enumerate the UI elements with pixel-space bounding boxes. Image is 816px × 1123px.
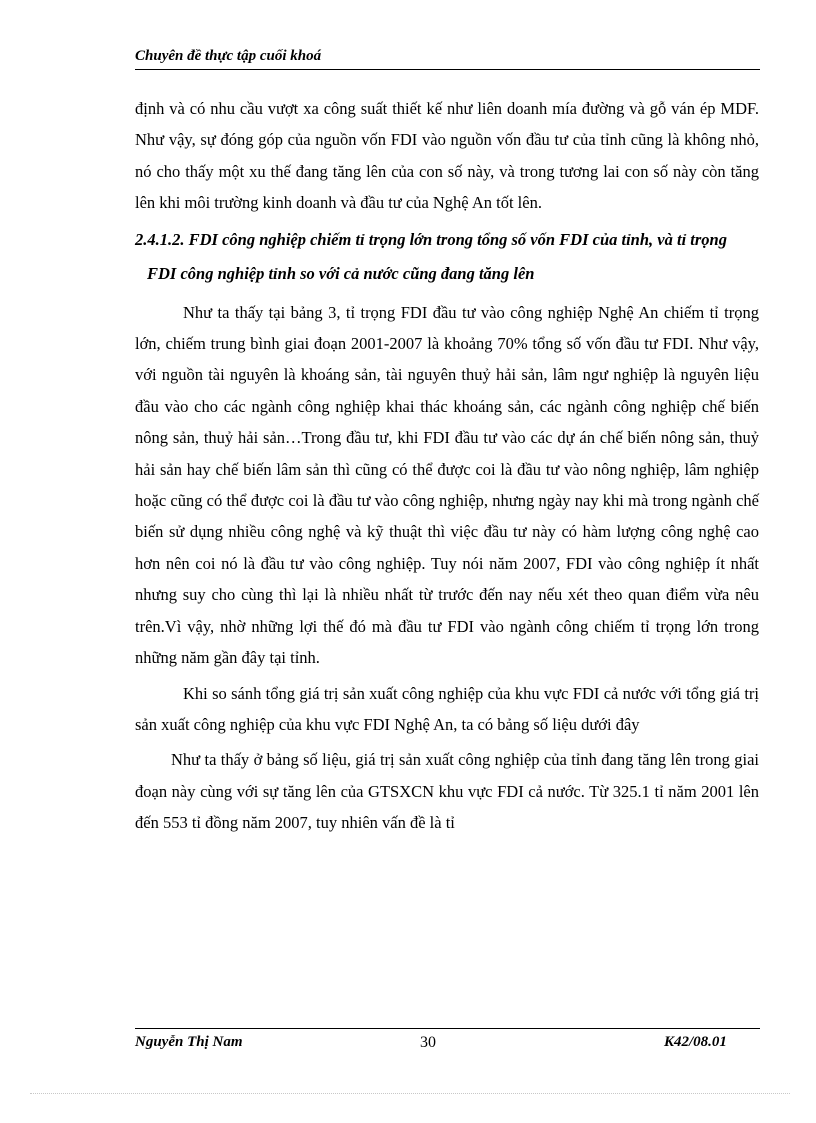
footer-author: Nguyễn Thị Nam — [135, 1034, 243, 1050]
page-header — [135, 48, 760, 70]
footer-code: K42/08.01 — [664, 1034, 727, 1050]
paragraph-1: định và có nhu cầu vượt xa công suất thiết kế như liên doanh mía đường và gỗ ván ép MDF. Như vậy, sự đóng góp của nguồn vốn FDI vào nguồn vốn đầu tư của tỉnh cũng là không nhỏ, nó cho thấy một xu thế đang tăng lên của con số này, và trong tương lai con số này còn tăng lên khi môi trường kinh doanh và đầu tư của Nghệ An tốt lên. — [135, 99, 759, 213]
paragraph-2: Như ta thấy tại bảng 3, tỉ trọng FDI đầu tư vào công nghiệp Nghệ An chiếm tỉ trọng lớn, chiếm trung bình giai đoạn 2001-2007 là khoảng 70% tổng số vốn đầu tư FDI. Như vậy, với nguồn tài nguyên là khoáng sản, tài nguyên thuỷ hải sản, lâm ngư nghiệp là nguyên liệu đầu vào cho các ngành công nghiệp khai thác khoáng sản, các ngành công nghiệp chế biến nông sản, thuỷ hải sản…Trong đầu tư, khi FDI đầu tư vào các dự án chế biến nông sản, thuỷ hải sản hay chế biến lâm sản thì cũng có thể được coi là đầu tư vào nông nghiệp, lâm nghiệp hoặc cũng có thể được coi là đầu tư vào công nghiệp, nhưng ngày nay khi mà trong ngành chế biến sử dụng nhiều công nghệ và kỹ thuật thì việc đầu tư này có hàm lượng công nghệ cao hơn nên coi nó là đầu tư vào công nghiệp. Tuy nói năm 2007, FDI vào công nghiệp ít nhất nhưng suy cho cùng thì lại là nhiều nhất từ trước đến nay nếu xét theo quan điểm vừa nêu trên.Vì vậy, nhờ những lợi thế đó mà đầu tư FDI vào ngành công chiếm tỉ trọng lớn trong những năm gần đây tại tỉnh. — [135, 302, 759, 668]
paragraph-3: Khi so sánh tổng giá trị sản xuất công nghiệp của khu vực FDI cả nước với tổng giá trị sản xuất công nghiệp của khu vực FDI Nghệ An, ta có bảng số liệu dưới đây — [135, 683, 759, 734]
section-heading: 2.4.1.2. FDI công nghiệp chiếm tỉ trọng lớn trong tổng số vốn FDI của tỉnh, và tỉ trọng FDI công nghiệp tỉnh so với cả nước cũng đang tăng lên — [135, 229, 727, 283]
header-title: Chuyên đề thực tập cuối khoá — [135, 48, 322, 64]
document-body — [135, 93, 759, 843]
page-number: 30 — [420, 1034, 436, 1051]
page-edge-divider — [30, 1093, 790, 1094]
footer-divider — [135, 1028, 760, 1029]
paragraph-4: Như ta thấy ở bảng số liệu, giá trị sản xuất công nghiệp của tỉnh đang tăng lên trong giai đoạn này cùng với sự tăng lên của GTSXCN khu vực FDI cả nước. Từ 325.1 tỉ năm 2001 lên đến 553 tỉ đồng năm 2007, tuy nhiên vấn đề là tỉ — [135, 750, 759, 833]
